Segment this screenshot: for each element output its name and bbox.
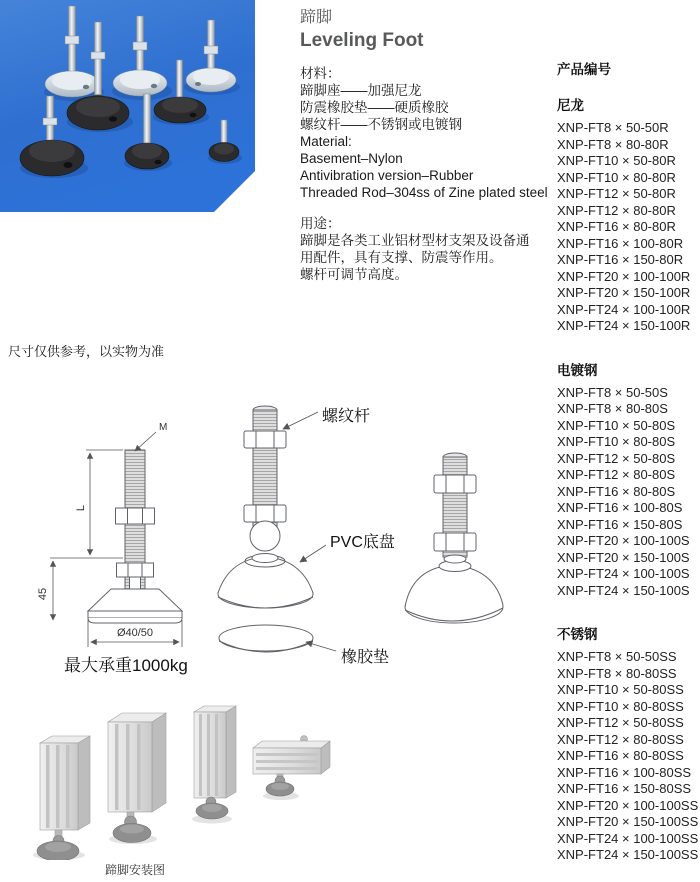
- callout-pvc-base: PVC底盘: [330, 534, 395, 551]
- product-code: XNP-FT16 × 80-80SS: [557, 748, 684, 763]
- product-code: XNP-FT10 × 50-80SS: [557, 682, 684, 697]
- assembled-view-drawing: [405, 453, 503, 623]
- product-code: XNP-FT12 × 50-80S: [557, 450, 676, 466]
- product-code: XNP-FT8 × 50-50SS: [557, 649, 677, 664]
- product-code: XNP-FT16 × 150-80R: [557, 252, 684, 267]
- header-block: [300, 4, 570, 283]
- product-code: XNP-FT8 × 80-80R: [557, 136, 669, 152]
- profile-with-foot: [108, 713, 166, 844]
- product-code: XNP-FT12 × 50-80SS: [557, 715, 684, 730]
- product-code: XNP-FT8 × 80-80S: [557, 401, 668, 416]
- usage-line: 蹄脚是各类工业铝材型材支架及设备通: [300, 233, 530, 248]
- product-code: XNP-FT24 × 150-100R: [557, 318, 691, 333]
- product-code: XNP-FT10 × 80-80SS: [557, 698, 684, 714]
- product-code: XNP-FT20 × 100-100R: [557, 268, 691, 284]
- profile-with-foot: [192, 706, 236, 824]
- code-list: [557, 120, 700, 335]
- usage-line: 螺杆可调节高度。: [300, 267, 408, 282]
- product-code: XNP-FT20 × 150-100S: [557, 549, 690, 565]
- product-code: XNP-FT16 × 80-80R: [557, 219, 676, 234]
- product-code: XNP-FT24 × 100-100SS: [557, 830, 699, 846]
- usage-line: 用配件，具有支撑、防震等作用。: [300, 250, 503, 265]
- product-code: XNP-FT12 × 80-80SS: [557, 731, 684, 747]
- material-line: 材料：: [300, 66, 341, 81]
- product-codes-title: 产品编号: [557, 62, 611, 77]
- dimension-note: 尺寸仅供参考，以实物为准: [8, 344, 165, 359]
- product-code: XNP-FT16 × 100-80S: [557, 500, 683, 515]
- materials-section: [300, 65, 570, 201]
- material-line: Basement–Nylon: [300, 151, 403, 166]
- product-code: XNP-FT8 × 50-50S: [557, 384, 668, 400]
- product-code: XNP-FT24 × 150-100SS: [557, 847, 699, 862]
- exploded-view-drawing: [218, 406, 336, 652]
- product-code: XNP-FT10 × 50-80R: [557, 153, 676, 168]
- usage-section: [300, 215, 570, 283]
- max-load-label: 最大承重1000kg: [64, 656, 188, 675]
- material-line: Material:: [300, 134, 352, 149]
- product-code: XNP-FT12 × 80-80S: [557, 467, 676, 482]
- dim-label-rod-length: L: [75, 504, 87, 512]
- material-line: 蹄脚座——加强尼龙: [300, 83, 422, 98]
- product-code: XNP-FT24 × 100-100R: [557, 301, 691, 317]
- product-code: XNP-FT20 × 150-100SS: [557, 814, 699, 829]
- product-code: XNP-FT24 × 100-100S: [557, 566, 690, 581]
- installation-figure: [0, 695, 700, 860]
- product-code: XNP-FT24 × 150-100S: [557, 582, 690, 598]
- product-code: XNP-FT10 × 80-80S: [557, 434, 676, 449]
- photo-blue-backdrop: [0, 0, 255, 212]
- dim-label-base-height: 45: [37, 587, 49, 601]
- installation-caption: 蹄脚安装图: [105, 863, 166, 877]
- product-code: XNP-FT8 × 50-50R: [557, 120, 669, 135]
- product-code: XNP-FT16 × 150-80SS: [557, 781, 692, 796]
- material-line: 防震橡胶垫——硬质橡胶: [300, 100, 449, 115]
- usage-line: 用途：: [300, 216, 341, 231]
- dimension-drawing: [37, 422, 182, 647]
- product-code: XNP-FT10 × 50-80S: [557, 417, 676, 433]
- product-code: XNP-FT16 × 150-80S: [557, 516, 683, 532]
- callout-threaded-rod: 螺纹杆: [322, 408, 371, 425]
- profile-with-foot: [253, 736, 330, 801]
- profile-with-foot: [33, 736, 90, 860]
- product-code: XNP-FT10 × 80-80R: [557, 169, 676, 185]
- dim-label-thread: M: [159, 422, 168, 433]
- page-title-zh: 蹄脚: [300, 9, 333, 26]
- product-code: XNP-FT16 × 100-80SS: [557, 764, 692, 780]
- product-code: XNP-FT20 × 150-100R: [557, 285, 691, 300]
- callout-rubber-pad: 橡胶垫: [341, 649, 390, 666]
- material-line: 螺纹杆——不锈钢或电镀钢: [300, 117, 462, 132]
- product-code: XNP-FT16 × 80-80S: [557, 483, 676, 499]
- product-photo: [0, 0, 255, 212]
- code-section-nylon: [557, 94, 700, 335]
- product-code: XNP-FT12 × 80-80R: [557, 202, 676, 218]
- material-line: Antivibration version–Rubber: [300, 168, 474, 183]
- dim-label-base-diameter: Ø40/50: [116, 627, 154, 639]
- material-line: Threaded Rod–304ss of Zine plated steel: [300, 185, 548, 200]
- product-code: XNP-FT20 × 100-100SS: [557, 797, 699, 813]
- material-category-label: 尼龙: [557, 98, 584, 113]
- material-category-label: 不锈钢: [557, 627, 598, 642]
- product-code: XNP-FT16 × 100-80R: [557, 235, 684, 251]
- product-code: XNP-FT8 × 80-80SS: [557, 665, 677, 681]
- product-code: XNP-FT12 × 50-80R: [557, 186, 676, 201]
- material-category-label: 电镀钢: [557, 362, 598, 378]
- page-title-en: Leveling Foot: [300, 30, 424, 51]
- product-code: XNP-FT20 × 100-100S: [557, 533, 690, 548]
